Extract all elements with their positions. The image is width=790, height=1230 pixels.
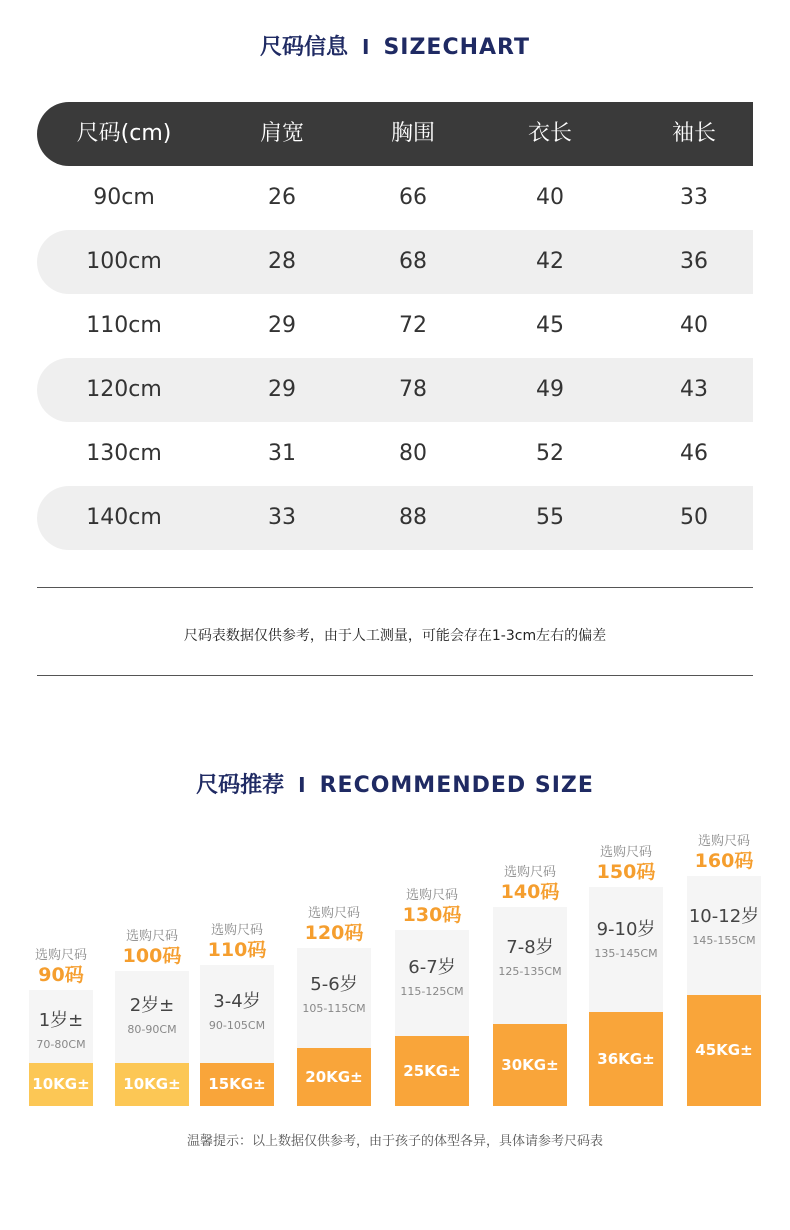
age-range: 2岁± — [129, 995, 175, 1016]
table-cell: 33 — [268, 505, 296, 530]
weight-value: 30KG± — [493, 1024, 567, 1106]
size-value: 150码 — [596, 861, 656, 883]
pick-size-label: 选购尺码 — [210, 923, 263, 938]
age-range: 6-7岁 — [408, 957, 456, 978]
table-cell: 52 — [536, 441, 564, 466]
table-cell: 33 — [680, 185, 708, 210]
header-sleeve: 袖长 — [671, 121, 717, 146]
table-cell: 130cm — [86, 441, 162, 466]
height-range: 105-115CM — [302, 1002, 366, 1015]
table-cell: 36 — [680, 249, 708, 274]
size-value: 90码 — [38, 964, 84, 986]
recommended-title-cn: 尺码推荐 — [196, 773, 285, 798]
table-cell: 120cm — [86, 377, 162, 402]
header-shoulder: 肩宽 — [259, 121, 305, 146]
size-recommendation-2 — [200, 919, 274, 1106]
pick-size-label: 选购尺码 — [503, 865, 556, 880]
age-range: 7-8岁 — [506, 937, 554, 958]
size-chart-note: 尺码表数据仅供参考，由于人工测量，可能会存在1-3cm左右的偏差 — [183, 628, 607, 644]
size-box — [589, 887, 663, 1106]
age-range: 1岁± — [38, 1010, 84, 1031]
size-value: 130码 — [402, 904, 462, 926]
size-value: 140码 — [500, 881, 560, 903]
table-body — [37, 166, 753, 550]
size-box — [687, 876, 761, 1106]
weight-value: 10KG± — [115, 1063, 189, 1106]
title-separator: I — [362, 35, 370, 59]
height-range: 145-155CM — [692, 934, 756, 947]
table-cell: 42 — [536, 249, 564, 274]
table-cell: 40 — [536, 185, 564, 210]
size-box — [395, 930, 469, 1106]
size-recommendation-6 — [589, 841, 663, 1106]
table-header — [37, 102, 753, 166]
header-length: 衣长 — [527, 121, 573, 146]
size-value: 120码 — [304, 922, 364, 944]
table-row — [37, 294, 753, 358]
table-cell: 49 — [536, 377, 564, 402]
table-cell: 29 — [268, 377, 296, 402]
table-row — [37, 358, 753, 422]
size-value: 160码 — [694, 850, 754, 872]
size-box — [115, 971, 189, 1106]
height-range: 135-145CM — [594, 947, 658, 960]
pick-size-label: 选购尺码 — [405, 888, 458, 903]
size-box — [200, 965, 274, 1106]
age-range: 3-4岁 — [213, 991, 261, 1012]
table-cell: 78 — [399, 377, 427, 402]
table-cell: 72 — [399, 313, 427, 338]
table-cell: 55 — [536, 505, 564, 530]
size-chart-title-en: SIZECHART — [383, 35, 531, 60]
age-range: 10-12岁 — [688, 906, 760, 927]
height-range: 90-105CM — [208, 1019, 266, 1032]
header-size: 尺码(cm) — [76, 121, 172, 146]
table-cell: 90cm — [93, 185, 155, 210]
size-recommendation-1 — [115, 925, 189, 1106]
weight-value: 36KG± — [589, 1012, 663, 1106]
table-row — [37, 230, 753, 294]
table-cell: 29 — [268, 313, 296, 338]
weight-value: 10KG± — [29, 1063, 93, 1106]
table-cell: 110cm — [86, 313, 162, 338]
title-separator: I — [298, 773, 306, 797]
pick-size-label: 选购尺码 — [125, 929, 178, 944]
weight-value: 25KG± — [395, 1036, 469, 1106]
pick-size-label: 选购尺码 — [34, 948, 87, 963]
height-range: 115-125CM — [400, 985, 464, 998]
table-cell: 28 — [268, 249, 296, 274]
size-recommendation-0 — [29, 944, 93, 1106]
size-chart-heading — [0, 30, 790, 61]
weight-value: 20KG± — [297, 1048, 371, 1106]
table-cell: 66 — [399, 185, 427, 210]
table-cell: 46 — [680, 441, 708, 466]
header-chest: 胸围 — [390, 121, 436, 146]
table-row — [37, 422, 753, 486]
recommended-note: 温馨提示：以上数据仅供参考，由于孩子的体型各异，具体请参考尺码表 — [186, 1134, 603, 1149]
table-cell: 31 — [268, 441, 296, 466]
divider-bottom — [37, 675, 753, 676]
size-box — [29, 990, 93, 1106]
height-range: 125-135CM — [498, 965, 562, 978]
table-cell: 50 — [680, 505, 708, 530]
size-value: 110码 — [207, 939, 267, 961]
recommended-title-en: RECOMMENDED SIZE — [319, 773, 594, 798]
table-cell: 26 — [268, 185, 296, 210]
recommended-heading — [0, 768, 790, 799]
size-chart-title-cn: 尺码信息 — [259, 35, 348, 60]
table-cell: 45 — [536, 313, 564, 338]
table-row — [37, 486, 753, 550]
height-range: 80-90CM — [127, 1023, 177, 1036]
size-value: 100码 — [122, 945, 182, 967]
table-cell: 80 — [399, 441, 427, 466]
weight-value: 15KG± — [200, 1063, 274, 1106]
divider-top — [37, 587, 753, 588]
size-recommendation-7 — [687, 830, 761, 1106]
size-recommendation-5 — [493, 861, 567, 1106]
table-row — [37, 166, 753, 230]
weight-value: 45KG± — [687, 995, 761, 1106]
table-cell: 43 — [680, 377, 708, 402]
table-cell: 68 — [399, 249, 427, 274]
height-range: 70-80CM — [36, 1038, 86, 1051]
table-cell: 140cm — [86, 505, 162, 530]
size-recommendation-3 — [297, 902, 371, 1106]
size-box — [297, 948, 371, 1106]
age-range: 5-6岁 — [310, 974, 358, 995]
size-recommendation-4 — [395, 884, 469, 1106]
pick-size-label: 选购尺码 — [599, 845, 652, 860]
table-cell: 100cm — [86, 249, 162, 274]
pick-size-label: 选购尺码 — [307, 906, 360, 921]
size-box — [493, 907, 567, 1106]
table-cell: 40 — [680, 313, 708, 338]
table-cell: 88 — [399, 505, 427, 530]
size-table — [37, 102, 753, 550]
pick-size-label: 选购尺码 — [697, 834, 750, 849]
age-range: 9-10岁 — [596, 919, 656, 940]
